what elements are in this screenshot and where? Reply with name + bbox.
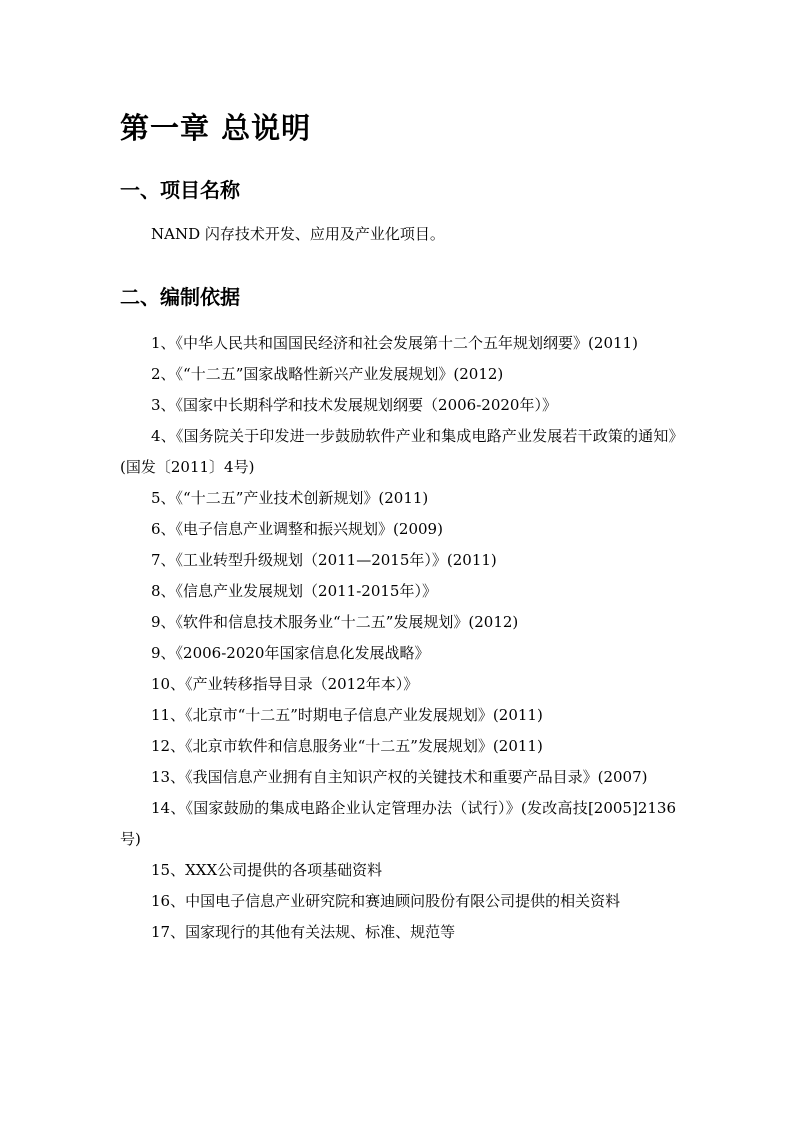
section-title-project-name: 一、项目名称 xyxy=(120,178,240,202)
basis-item-15: 15、XXX公司提供的各项基础资料 xyxy=(151,861,383,879)
basis-item-4: 4、《国务院关于印发进一步鼓励软件产业和集成电路产业发展若干政策的通知》(国发〔2011〕4号) xyxy=(120,427,676,476)
chapter-title: 第一章 总说明 xyxy=(120,111,312,145)
project-name-text: NAND 闪存技术开发、应用及产业化项目。 xyxy=(151,225,445,243)
basis-item-13: 13、《我国信息产业拥有自主知识产权的关键技术和重要产品目录》(2007) xyxy=(151,768,648,786)
basis-item-12: 12、《北京市软件和信息服务业“十二五”发展规划》(2011) xyxy=(151,737,543,755)
basis-item-7: 7、《工业转型升级规划（2011—2015年）》(2011) xyxy=(151,551,497,569)
basis-item-5: 5、《“十二五”产业技术创新规划》(2011) xyxy=(151,489,429,507)
basis-item-10: 10、《产业转移指导目录（2012年本）》 xyxy=(151,675,419,693)
basis-item-2: 2、《“十二五”国家战略性新兴产业发展规划》(2012) xyxy=(151,365,504,383)
section-title-basis: 二、编制依据 xyxy=(120,285,240,309)
basis-item-1: 1、《中华人民共和国国民经济和社会发展第十二个五年规划纲要》(2011) xyxy=(151,334,638,352)
basis-item-16: 16、中国电子信息产业研究院和赛迪顾问股份有限公司提供的相关资料 xyxy=(151,892,621,910)
basis-item-14: 14、《国家鼓励的集成电路企业认定管理办法（试行）》(发改高技[2005]2136号) xyxy=(120,799,676,848)
basis-list xyxy=(120,328,676,948)
basis-item-17: 17、国家现行的其他有关法规、标准、规范等 xyxy=(151,923,456,941)
basis-item-9b: 9、《2006-2020年国家信息化发展战略》 xyxy=(151,644,430,662)
basis-item-8: 8、《信息产业发展规划（2011-2015年）》 xyxy=(151,582,437,600)
basis-item-11: 11、《北京市“十二五”时期电子信息产业发展规划》(2011) xyxy=(151,706,543,724)
basis-item-3: 3、《国家中长期科学和技术发展规划纲要（2006-2020年）》 xyxy=(151,396,557,414)
basis-item-6: 6、《电子信息产业调整和振兴规划》(2009) xyxy=(151,520,443,538)
basis-item-9: 9、《软件和信息技术服务业“十二五”发展规划》(2012) xyxy=(151,613,519,631)
